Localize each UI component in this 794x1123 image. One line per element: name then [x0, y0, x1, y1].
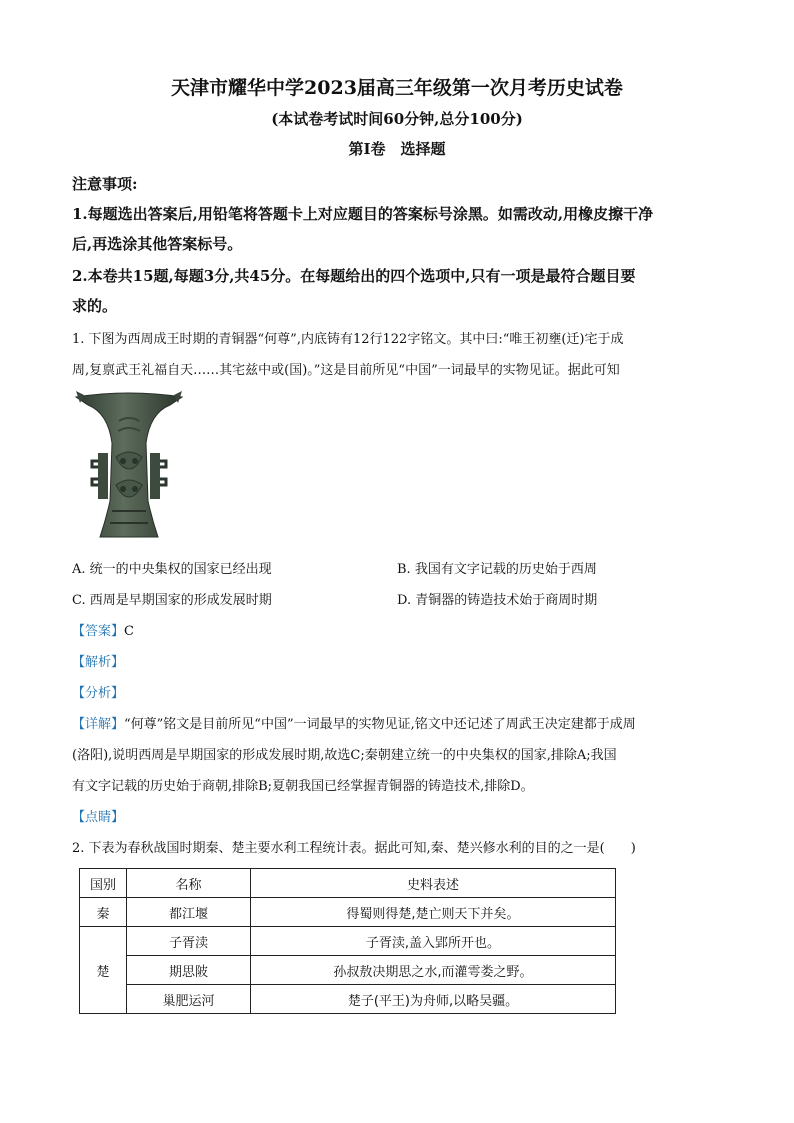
- answer-label: 【答案】: [72, 624, 125, 639]
- q1-option-d: D. 青铜器的铸造技术始于商周时期: [397, 593, 598, 608]
- table-cell: 子胥渎,盖入郢所开也。: [251, 927, 616, 956]
- table-row: [80, 927, 616, 956]
- detail-line: 有文字记载的历史始于商朝,排除B;夏朝我国已经掌握青铜器的铸造技术,排除D。: [72, 779, 534, 794]
- notice-line: 2.本卷共15题,每题3分,共45分。在每题给出的四个选项中,只有一项是最符合题目要: [72, 267, 636, 285]
- table-row: [80, 985, 616, 1014]
- fenxi-label: 【分析】: [72, 686, 125, 701]
- notice-line: 后,再选涂其他答案标号。: [72, 235, 243, 253]
- q1-text-line: 周,复禀武王礼福自天……其宅兹中或(国)。”这是目前所见“中国”一词最早的实物见证。据此可知: [72, 363, 620, 378]
- table-cell: 期思陂: [127, 956, 251, 985]
- detail-label: 【详解】: [72, 717, 125, 732]
- water-projects-table: [79, 868, 616, 1014]
- analysis-label: 【解析】: [72, 655, 125, 670]
- table-cell: 都江堰: [127, 898, 251, 927]
- table-cell: 得蜀则得楚,楚亡则天下并矣。: [251, 898, 616, 927]
- q1-option-c: C. 西周是早期国家的形成发展时期: [72, 593, 272, 608]
- detail-line: 【详解】“何尊”铭文是目前所见“中国”一词最早的实物见证,铭文中还记述了周武王决定建都于成周: [72, 717, 636, 732]
- notice-line: 求的。: [72, 297, 118, 315]
- table-header: 名称: [127, 869, 251, 898]
- q1-option-a: A. 统一的中央集权的国家已经出现: [72, 562, 272, 577]
- table-cell: 秦: [80, 898, 127, 927]
- table-header: 史料表述: [251, 869, 616, 898]
- dianjing-label: 【点睛】: [72, 810, 125, 825]
- table-cell: 楚子(平王)为舟师,以略吴疆。: [251, 985, 616, 1014]
- bronze-vessel-icon: [74, 391, 184, 541]
- table-header: 国别: [80, 869, 127, 898]
- answer-line: [72, 620, 134, 639]
- table-cell: 楚: [80, 927, 127, 1014]
- table-row: [80, 898, 616, 927]
- table-cell: 子胥渎: [127, 927, 251, 956]
- section-heading: 第I卷 选择题: [348, 140, 446, 158]
- answer-value: C: [124, 624, 134, 639]
- exam-subtitle: (本试卷考试时间60分钟,总分100分): [271, 110, 523, 128]
- detail-line: (洛阳),说明西周是早期国家的形成发展时期,故选C;秦朝建立统一的中央集权的国家,排除A;我国: [72, 748, 617, 763]
- q1-text-line: 1. 下图为西周成王时期的青铜器“何尊”,内底铸有12行122字铭文。其中曰:“唯王初壅(迁)宅于成: [72, 332, 624, 347]
- table-row: [80, 956, 616, 985]
- table-header-row: [80, 869, 616, 898]
- table-cell: 孙叔敖决期思之水,而灌雩娄之野。: [251, 956, 616, 985]
- notice-heading: 注意事项:: [72, 175, 138, 193]
- q2-text: 2. 下表为春秋战国时期秦、楚主要水利工程统计表。据此可知,秦、楚兴修水利的目的之一是( ): [72, 841, 636, 856]
- notice-line: 1.每题选出答案后,用铅笔将答题卡上对应题目的答案标号涂黑。如需改动,用橡皮擦干净: [72, 205, 654, 223]
- page-title: 天津市耀华中学2023届高三年级第一次月考历史试卷: [171, 77, 623, 99]
- table-cell: 巢肥运河: [127, 985, 251, 1014]
- q1-option-b: B. 我国有文字记载的历史始于西周: [397, 562, 597, 577]
